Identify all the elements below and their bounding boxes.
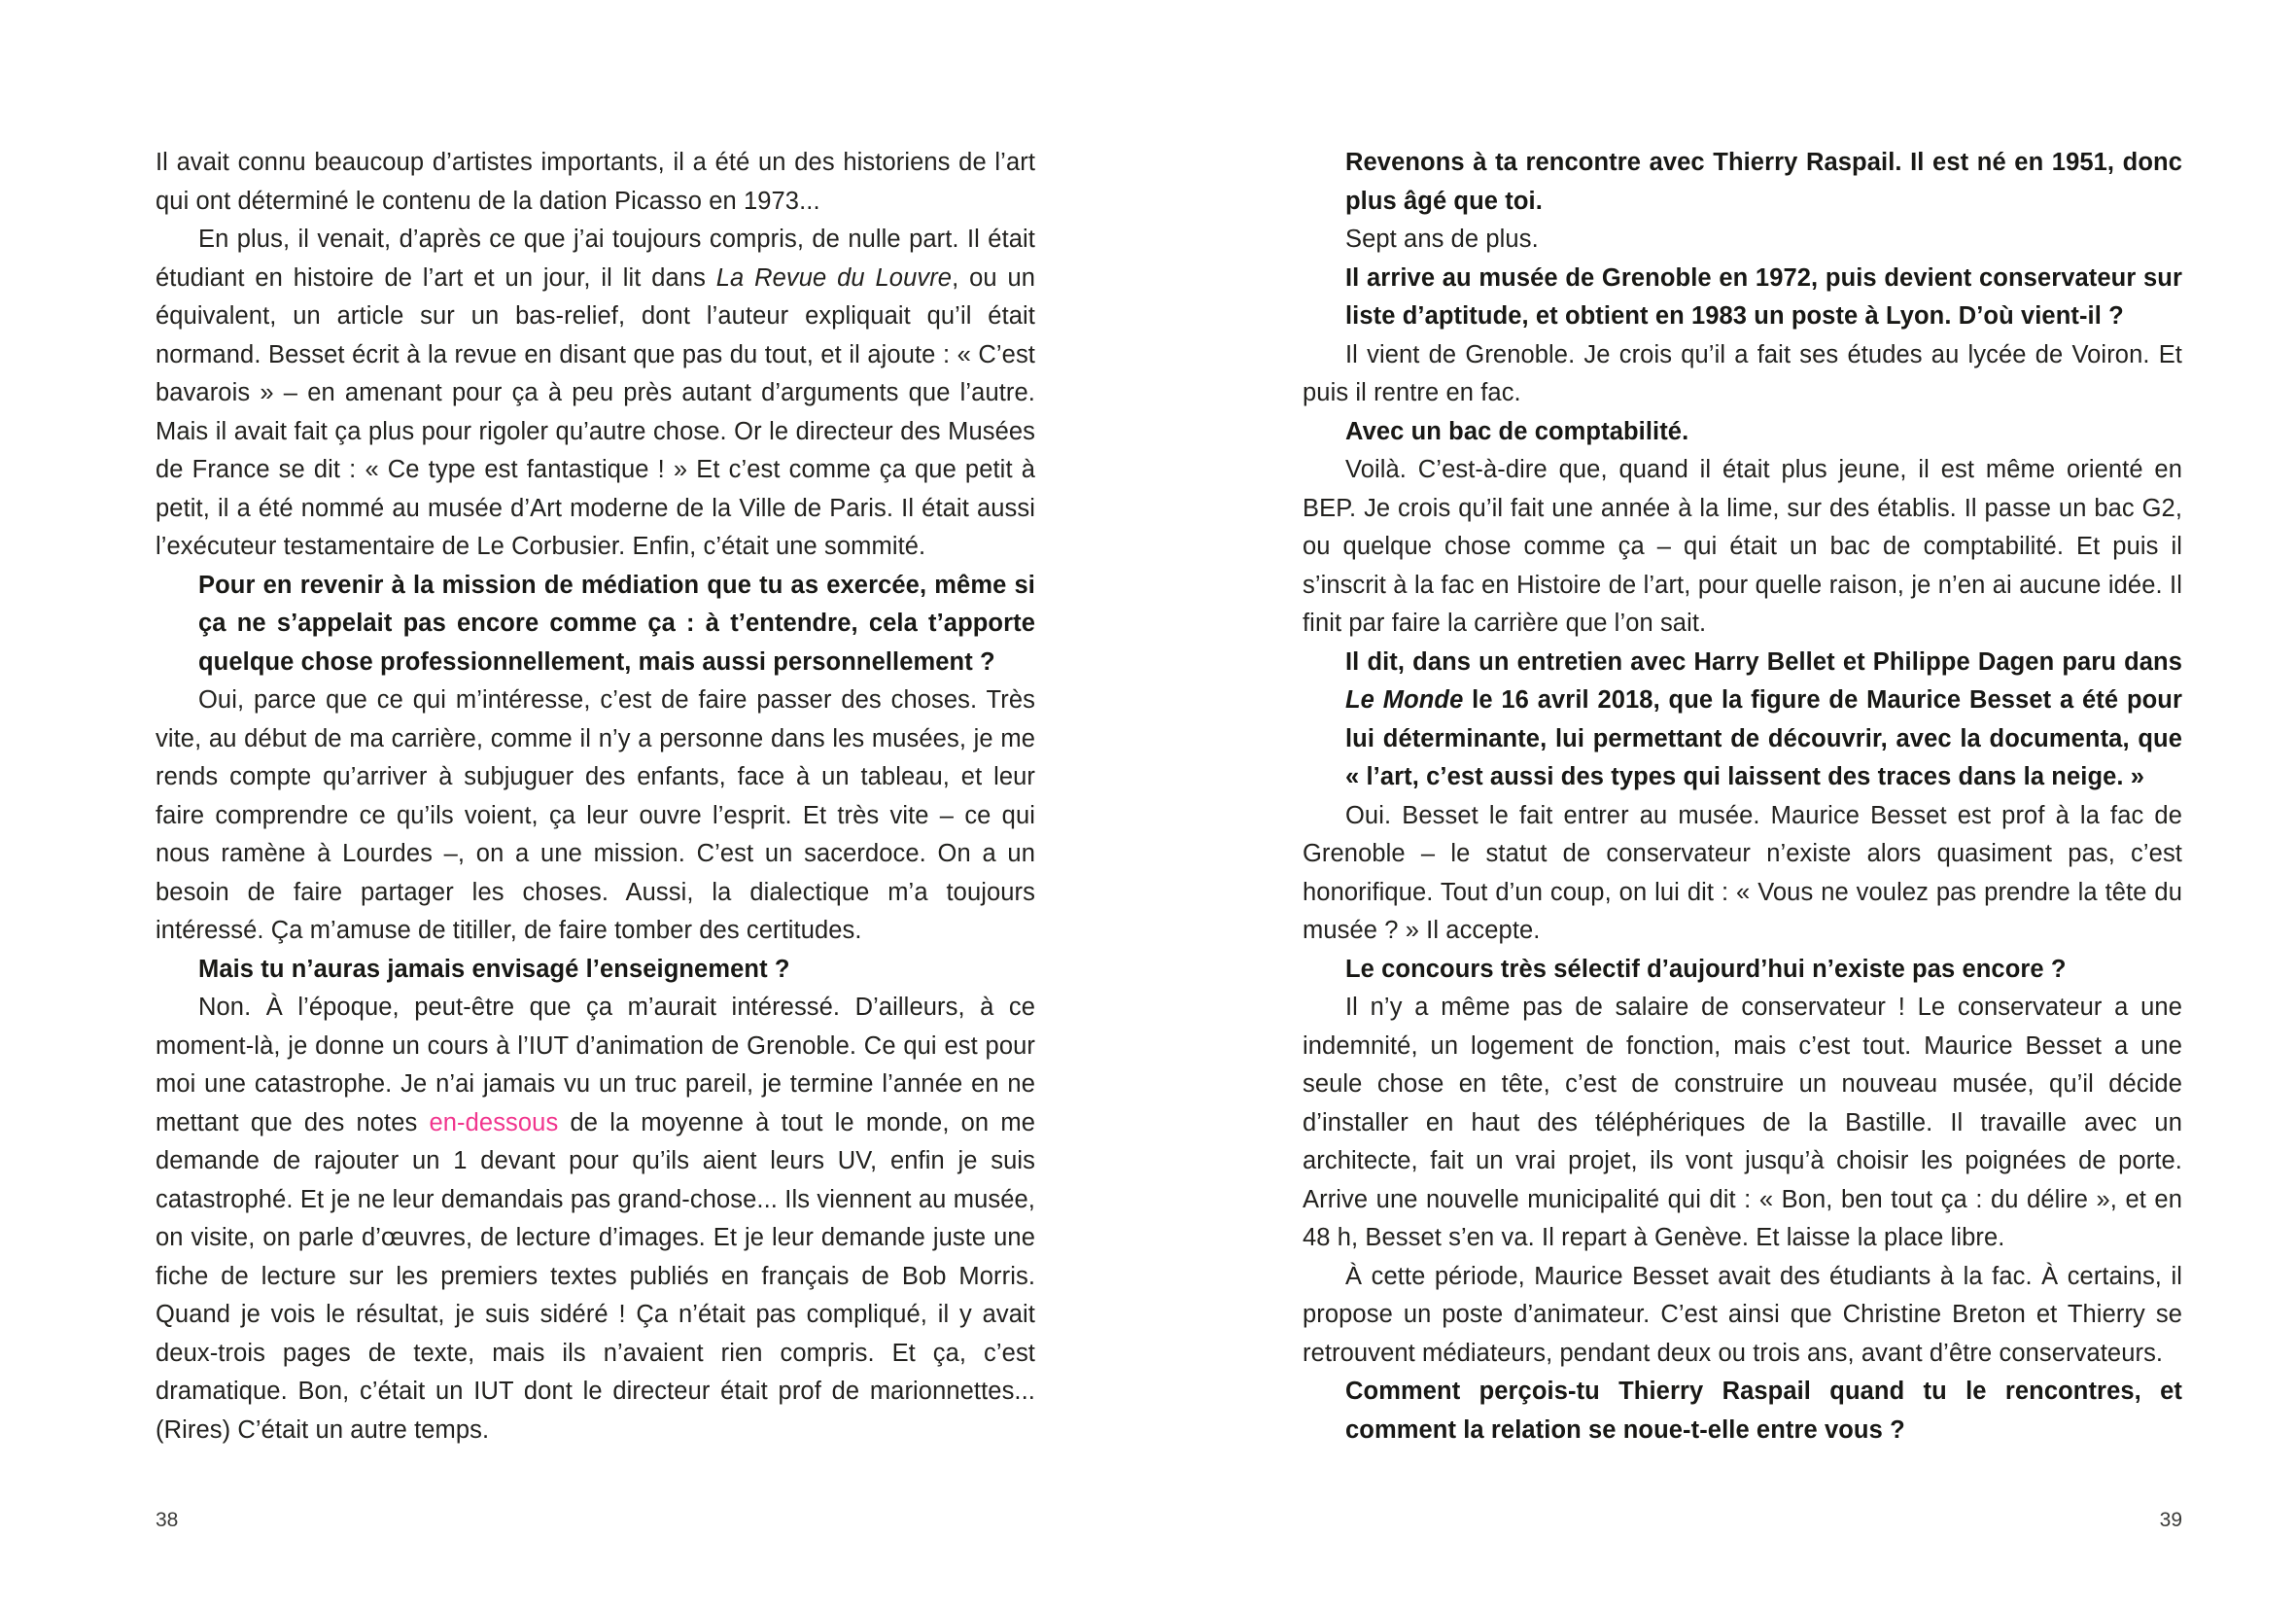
highlighted-word: en-dessous — [429, 1108, 559, 1136]
text-run: Non. À l’époque, peut-être que ça m’aurait intéressé. D’ailleurs, à ce moment-là, je donne un cours à l’IUT d’animation de Grenoble. Ce qui est pour moi une catastrophe. Je n’ai jamais vu un truc pareil, je termine l’année en ne mettant que des notes — [156, 994, 1035, 1136]
text-run: Mais tu n’auras jamais envisagé l’enseignement ? — [198, 955, 790, 983]
page-right-text — [1303, 144, 2182, 1450]
text-run: Oui, parce que ce qui m’intéresse, c’est de faire passer des choses. Très vite, au début de ma carrière, comme il n’y a personne dans les musées, je me rends compte qu’arriver à subjuguer des enfants, face à un tableau, et leur faire comprendre ce qu’ils voient, ça leur ouvre l’esprit. Et très vite – ce qui nous ramène à Lourdes –, on a une mission. C’est un sacerdoce. On a un besoin de faire partager les choses. Aussi, la dialectique m’a toujours intéressé. Ça m’amuse de titiller, de faire tomber des certitudes. — [156, 686, 1035, 944]
interview-answer — [156, 221, 1035, 567]
interview-answer — [1303, 1258, 2182, 1374]
interview-answer — [1303, 989, 2182, 1258]
interview-question — [1303, 144, 2182, 221]
text-run: Avec un bac de comptabilité. — [1345, 417, 1689, 445]
interview-question — [1303, 413, 2182, 452]
interview-question — [1303, 951, 2182, 990]
interview-question — [1303, 260, 2182, 336]
interview-answer — [1303, 797, 2182, 951]
interview-question — [156, 567, 1035, 682]
interview-answer — [1303, 336, 2182, 413]
text-run: Il vient de Grenoble. Je crois qu’il a fait ses études au lycée de Voiron. Et puis il rentre en fac. — [1303, 340, 2182, 406]
text-run: Sept ans de plus. — [1345, 226, 1539, 253]
text-run: Revenons à ta rencontre avec Thierry Raspail. Il est né en 1951, donc plus âgé que toi. — [1345, 149, 2182, 215]
interview-answer — [1303, 221, 2182, 260]
text-run: le 16 avril 2018, que la figure de Maurice Besset a été pour lui déterminante, lui permettant de découvrir, avec la documenta, que « l’art, c’est aussi des types qui laissent des traces dans la neige. » — [1345, 686, 2182, 790]
text-run: , ou un équivalent, un article sur un bas-relief, dont l’auteur expliquait qu’il était normand. Besset écrit à la revue en disant que pas du tout, et il ajoute : « C’est bavarois » – en amenant pour ça à peu près autant d’arguments que l’autre. Mais il avait fait ça plus pour rigoler qu’autre chose. Or le directeur des Musées de France se dit : « Ce type est fantastique ! » Et c’est comme ça que petit à petit, il a été nommé au musée d’Art moderne de la Ville de Paris. Il était aussi l’exécuteur testamentaire de Le Corbusier. Enfin, c’était une sommité. — [156, 263, 1036, 560]
italic-title-run: Le Monde — [1345, 686, 1464, 714]
text-run: Il n’y a même pas de salaire de conservateur ! Le conservateur a une indemnité, un logement de fonction, mais c’est tout. Maurice Besset a une seule chose en tête, c’est de construire un nouveau musée, qu’il décide d’installer en haut des téléphériques de la Bastille. Il travaille avec un architecte, fait un vrai projet, ils vont jusqu’à choisir les poignées de porte. Arrive une nouvelle municipalité qui dit : « Bon, ben tout ça : du délire », et en 48 h, Besset s’en va. Il repart à Genève. Et laisse la place libre. — [1303, 994, 2182, 1251]
text-run: de la moyenne à tout le monde, on me demande de rajouter un 1 devant pour qu’ils aient leurs UV, enfin je suis catastrophé. Et je ne leur demandais pas grand-chose... Ils viennent au musée, on visite, on parle d’œuvres, de lecture d’images. Et je leur demande juste une fiche de lecture sur les premiers textes publiés en français de Bob Morris. Quand je vois le résultat, je suis sidéré ! Ça n’était pas compliqué, il y avait deux-trois pages de texte, mais ils n’avaient rien compris. Et ça, c’est dramatique. Bon, c’était un IUT dont le directeur était prof de marionnettes... (Rires) C’était un autre temps. — [156, 1108, 1035, 1444]
interview-question — [156, 951, 1035, 990]
interview-answer — [156, 681, 1035, 951]
interview-question — [1303, 1373, 2182, 1450]
interview-answer — [156, 989, 1035, 1450]
text-run: À cette période, Maurice Besset avait des étudiants à la fac. À certains, il propose un poste d’animateur. C’est ainsi que Christine Breton et Thierry se retrouvent médiateurs, pendant deux ou trois ans, avant d’être conservateurs. — [1303, 1262, 2182, 1367]
text-run: Le concours très sélectif d’aujourd’hui n’existe pas encore ? — [1345, 955, 2067, 983]
page-number-right: 39 — [2159, 1509, 2182, 1531]
text-run: Il arrive au musée de Grenoble en 1972, puis devient conservateur sur liste d’aptitude, et obtient en 1983 un poste à Lyon. D’où vient-il ? — [1345, 263, 2182, 330]
text-run: Voilà. C’est-à-dire que, quand il était plus jeune, il est même orienté en BEP. Je crois qu’il fait une année à la lime, sur des établis. Il passe un bac G2, ou quelque chose comme ça – qui était un bac de comptabilité. Et puis il s’inscrit à la fac en Histoire de l’art, pour quelle raison, je n’en ai aucune idée. Il finit par faire la carrière que l’on sait. — [1303, 456, 2182, 637]
page-left-text — [156, 144, 1035, 1450]
text-run: Oui. Besset le fait entrer au musée. Maurice Besset est prof à la fac de Grenoble – le statut de conservateur n’existe alors quasiment pas, c’est honorifique. Tout d’un coup, on lui dit : « Vous ne voulez pas prendre la tête du musée ? » Il accepte. — [1303, 801, 2182, 944]
text-run: Pour en revenir à la mission de médiation que tu as exercée, même si ça ne s’appelait pas encore comme ça : à t’entendre, cela t’apporte quelque chose professionnellement, mais aussi personnellement ? — [198, 571, 1035, 676]
italic-title-run: La Revue du Louvre — [715, 263, 953, 292]
text-run: Il avait connu beaucoup d’artistes importants, il a été un des historiens de l’art qui ont déterminé le contenu de la dation Picasso en 1973... — [156, 149, 1035, 215]
interview-answer — [156, 144, 1035, 221]
interview-answer — [1303, 451, 2182, 644]
interview-question — [1303, 644, 2182, 797]
page-number-left: 38 — [156, 1509, 179, 1531]
text-run: Comment perçois-tu Thierry Raspail quand tu le rencontres, et comment la relation se noue-t-elle entre vous ? — [1345, 1378, 2182, 1444]
text-run: Il dit, dans un entretien avec Harry Bellet et Philippe Dagen paru dans — [1345, 647, 2182, 676]
text-run: En plus, il venait, d’après ce que j’ai toujours compris, de nulle part. Il était étudiant en histoire de l’art et un jour, il lit dans — [156, 226, 1035, 292]
